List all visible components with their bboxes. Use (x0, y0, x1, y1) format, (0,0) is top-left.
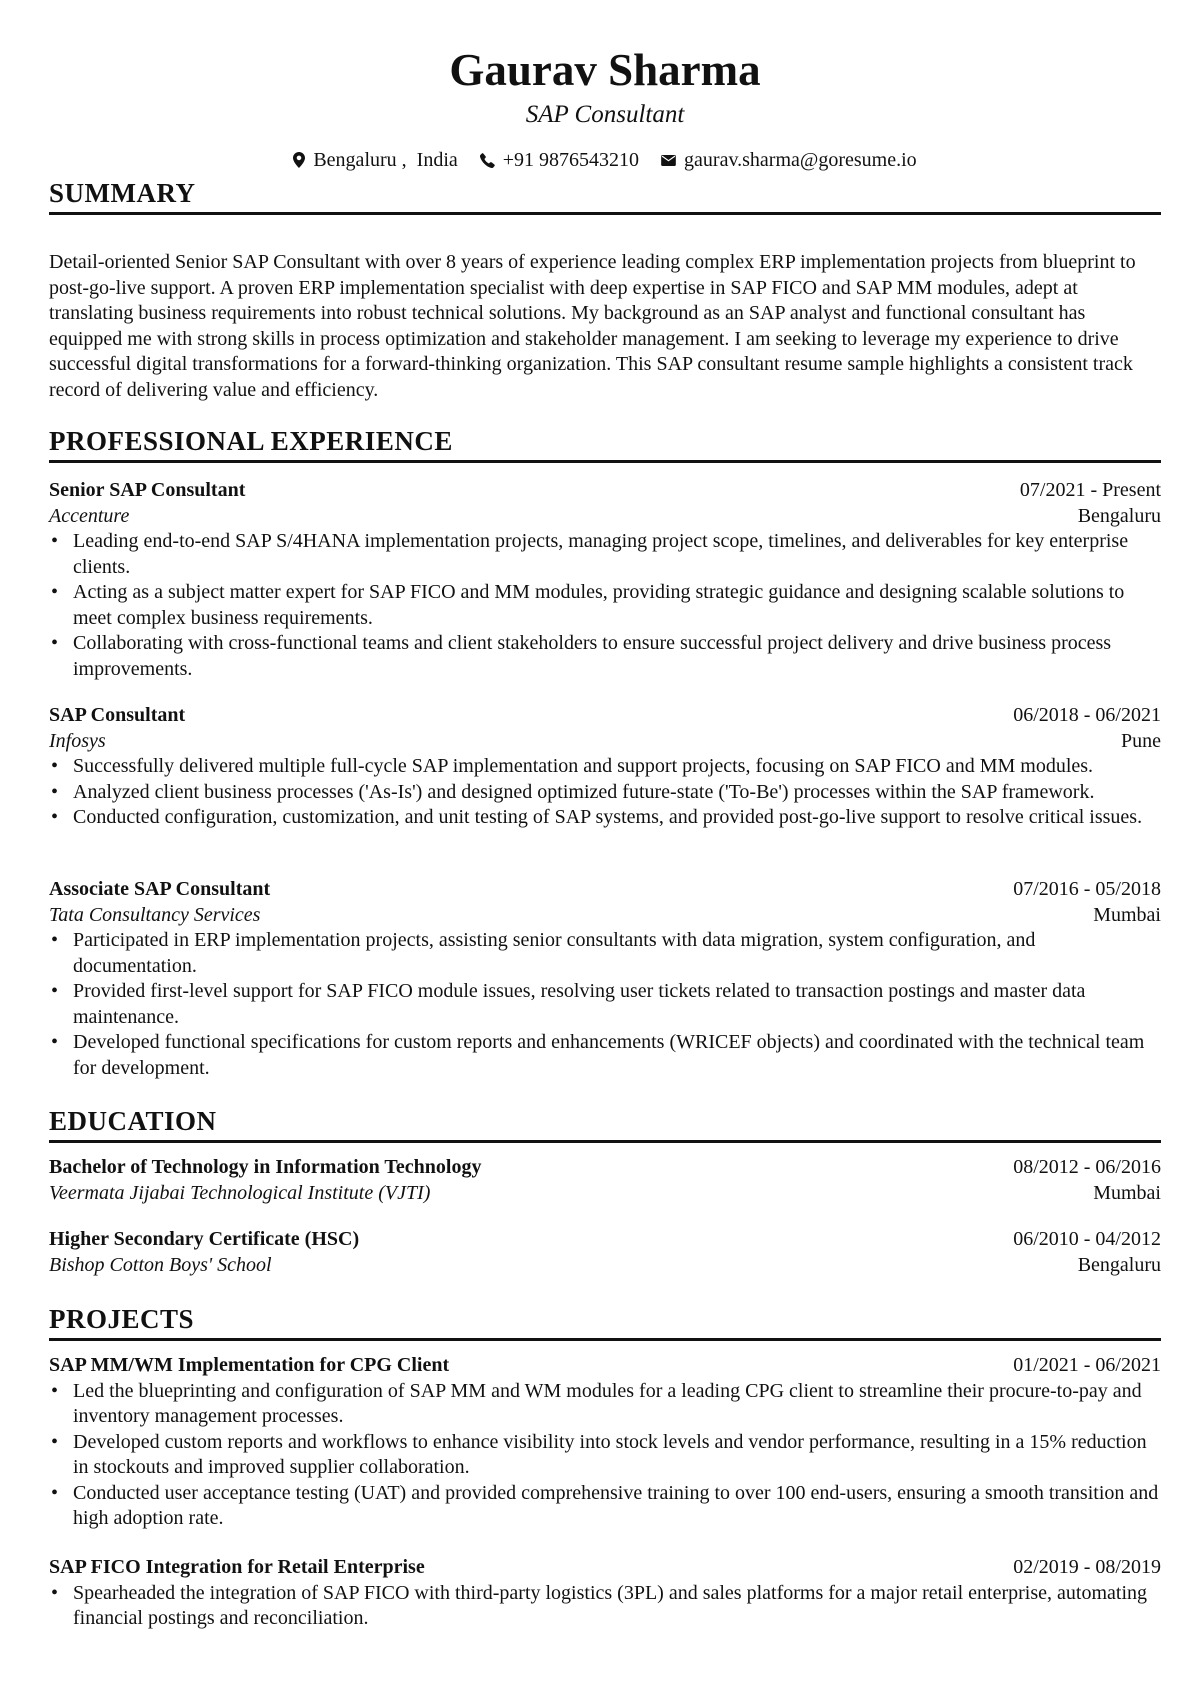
contact-email[interactable] (661, 146, 917, 174)
education-entry (49, 1227, 1161, 1278)
bullet-item: • Conducted configuration, customization, and unit testing of SAP systems, and provided post-go-live support to resolve critical issues. (49, 805, 1161, 831)
contact-location (293, 146, 457, 174)
bullet-item: • Developed functional specifications for custom reports and enhancements (WRICEF objects) and coordinated with the technical team for development. (49, 1030, 1161, 1081)
job-dates: 07/2016 - 05/2018 (1013, 878, 1161, 900)
project-bullets (49, 1581, 1161, 1632)
project-dates: 02/2019 - 08/2019 (1013, 1556, 1161, 1578)
project-name: SAP FICO Integration for Retail Enterprise (49, 1556, 425, 1578)
job-role: Senior SAP Consultant (49, 479, 246, 501)
contact-bar (49, 146, 1161, 174)
bullet-item: • Conducted user acceptance testing (UAT) and provided comprehensive training to over 100 end-users, ensuring a smooth transition and high adoption rate. (49, 1481, 1161, 1532)
candidate-title: SAP Consultant (525, 101, 685, 128)
education-heading: EDUCATION (49, 1106, 217, 1136)
job-company: Infosys (49, 729, 106, 752)
education-divider (49, 1140, 1161, 1143)
job-role: SAP Consultant (49, 704, 186, 726)
job-location: Pune (1121, 729, 1161, 752)
job-location: Mumbai (1093, 903, 1161, 926)
job-role: Associate SAP Consultant (49, 878, 271, 900)
job-dates: 07/2021 - Present (1019, 479, 1161, 501)
job-entry (49, 877, 1161, 1081)
education-dates: 08/2012 - 06/2016 (1013, 1156, 1161, 1178)
projects-divider (49, 1338, 1161, 1341)
job-location: Bengaluru (1077, 504, 1161, 527)
education-degree: Higher Secondary Certificate (HSC) (49, 1228, 360, 1250)
job-bullets (49, 754, 1161, 831)
project-entry (49, 1353, 1161, 1532)
education-dates: 06/2010 - 04/2012 (1013, 1228, 1161, 1250)
summary-heading: SUMMARY (49, 178, 196, 208)
project-entry (49, 1555, 1161, 1632)
bullet-item: • Spearheaded the integration of SAP FICO with third-party logistics (3PL) and sales platforms for a major retail enterprise, automating financial postings and reconciliation. (49, 1581, 1161, 1632)
education-degree: Bachelor of Technology in Information Technology (49, 1156, 482, 1178)
project-bullets (49, 1379, 1161, 1532)
education-school: Bishop Cotton Boys' School (49, 1253, 272, 1276)
job-company: Tata Consultancy Services (49, 903, 261, 926)
project-name: SAP MM/WM Implementation for CPG Client (49, 1354, 450, 1376)
summary-divider (49, 212, 1161, 215)
job-bullets (49, 928, 1161, 1081)
bullet-item: • Provided first-level support for SAP FICO module issues, resolving user tickets related to transaction postings and master data maintenance. (49, 979, 1161, 1030)
job-entry (49, 703, 1161, 831)
bullet-item: • Analyzed client business processes ('As-Is') and designed optimized future-state ('To-Be') processes within the SAP framework. (49, 780, 1161, 806)
education-entry (49, 1155, 1161, 1206)
phone-text: +91 9876543210 (502, 149, 640, 171)
education-location: Mumbai (1093, 1181, 1161, 1204)
bullet-item: • Leading end-to-end SAP S/4HANA implementation projects, managing project scope, timelines, and deliverables for key enterprise clients. (49, 529, 1161, 580)
experience-heading: PROFESSIONAL EXPERIENCE (49, 426, 453, 456)
bullet-item: • Successfully delivered multiple full-cycle SAP implementation and support projects, focusing on SAP FICO and MM modules. (49, 754, 1161, 780)
email-link: gaurav.sharma@goresume.io (684, 149, 917, 171)
contact-phone[interactable] (480, 146, 639, 174)
bullet-item: • Collaborating with cross-functional teams and client stakeholders to ensure successful project delivery and drive business process improvements. (49, 631, 1161, 682)
bullet-item: • Acting as a subject matter expert for SAP FICO and MM modules, providing strategic guidance and designing scalable solutions to meet complex business requirements. (49, 580, 1161, 631)
projects-heading: PROJECTS (49, 1304, 195, 1334)
summary-text: Detail-oriented Senior SAP Consultant with over 8 years of experience leading complex ERP implementation projects from blueprint to post-go-live support. A proven ERP implementation specialist with deep expertise in SAP FICO and SAP MM modules, adept at translating business requirements into robust technical solutions. My background as an SAP analyst and functional consultant has equipped me with strong skills in process optimization and stakeholder management. I am seeking to leverage my experience to drive successful digital transformations for a forward-thinking organization. This SAP consultant resume sample highlights a consistent track record of delivering value and efficiency. (49, 251, 1136, 401)
job-entry (49, 478, 1161, 682)
job-bullets (49, 529, 1161, 682)
job-company: Accenture (49, 504, 130, 527)
location-pin-icon (293, 152, 305, 168)
phone-icon (480, 153, 495, 168)
envelope-icon (661, 155, 676, 166)
candidate-name: Gaurav Sharma (449, 45, 761, 95)
bullet-item: • Developed custom reports and workflows to enhance visibility into stock levels and vendor performance, resulting in a 15% reduction in stockouts and improved supplier collaboration. (49, 1430, 1161, 1481)
bullet-item: • Participated in ERP implementation projects, assisting senior consultants with data migration, system configuration, and documentation. (49, 928, 1161, 979)
experience-divider (49, 460, 1161, 463)
job-dates: 06/2018 - 06/2021 (1013, 704, 1161, 726)
education-school: Veermata Jijabai Technological Institute (VJTI) (49, 1181, 431, 1204)
education-location: Bengaluru (1077, 1253, 1161, 1276)
location-text: Bengaluru , India (313, 149, 458, 171)
bullet-item: • Led the blueprinting and configuration of SAP MM and WM modules for a leading CPG client to streamline their procure-to-pay and inventory management processes. (49, 1379, 1161, 1430)
project-dates: 01/2021 - 06/2021 (1013, 1354, 1161, 1376)
